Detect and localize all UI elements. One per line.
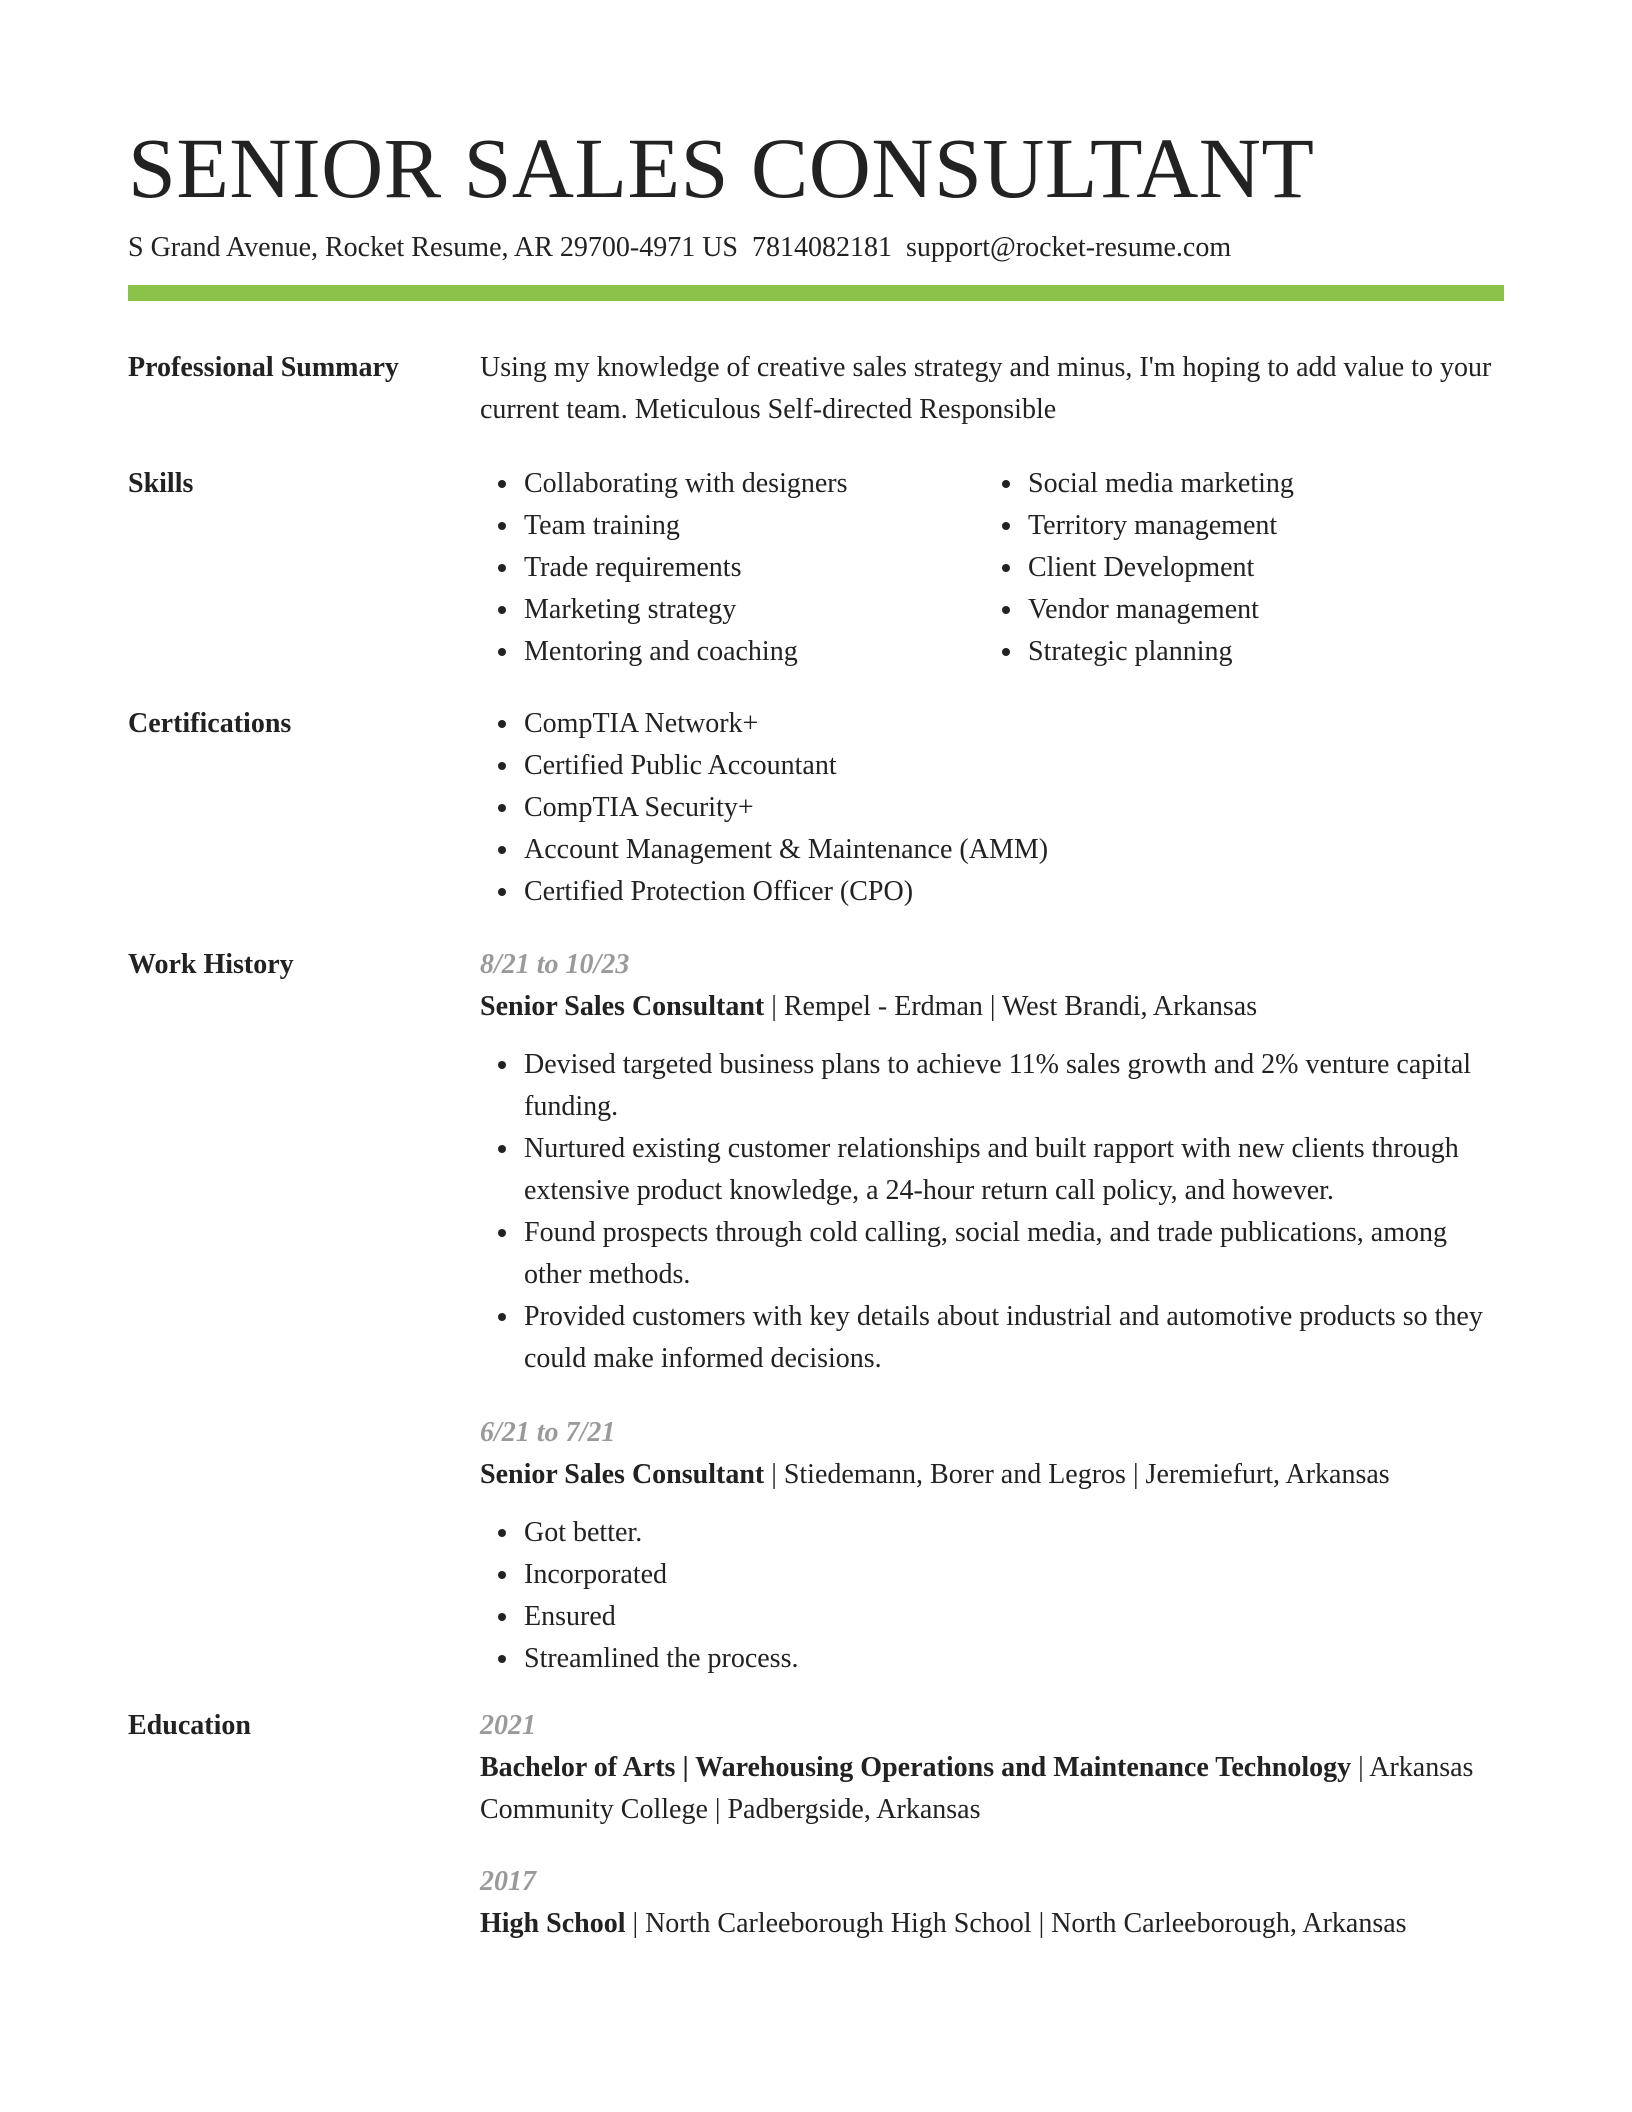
certifications-content [480, 703, 1504, 913]
skills-column-left [480, 463, 940, 673]
section-label-summary: Professional Summary [128, 352, 399, 383]
education-heading [480, 1903, 1504, 1945]
education-year: 2017 [480, 1866, 536, 1897]
section-label-certifications: Certifications [128, 708, 292, 739]
skills-columns [480, 463, 1504, 673]
certification-item: Account Management & Maintenance (AMM) [524, 829, 1504, 871]
contact-address: S Grand Avenue, Rocket Resume, AR 29700-4971 US [128, 232, 738, 263]
education-degree: Bachelor of Arts | Warehousing Operations and Maintenance Technology [480, 1752, 1352, 1783]
summary-text: Using my knowledge of creative sales strategy and minus, I'm hoping to add value to your current team. Meticulous Self-directed Responsible [480, 352, 1492, 425]
job-dates: 6/21 to 7/21 [480, 1417, 616, 1448]
work-history-content [480, 944, 1504, 1680]
skill-item: Strategic planning [1028, 631, 1484, 673]
job-dates: 8/21 to 10/23 [480, 949, 630, 980]
section-label-work-history: Work History [128, 949, 294, 980]
education-heading [480, 1747, 1504, 1831]
skill-item: Trade requirements [524, 547, 940, 589]
job-entry [480, 1412, 1504, 1680]
contact-email: support@rocket-resume.com [905, 232, 1232, 263]
skills-section [128, 463, 1504, 673]
skill-item: Collaborating with designers [524, 463, 940, 505]
certification-item: CompTIA Network+ [524, 703, 1504, 745]
certification-item: CompTIA Security+ [524, 787, 1504, 829]
skill-item: Social media marketing [1028, 463, 1484, 505]
section-label-education: Education [128, 1710, 251, 1741]
skills-column-right [984, 463, 1484, 673]
job-bullet: Devised targeted business plans to achieve 11% sales growth and 2% venture capital funding. [524, 1044, 1504, 1128]
education-degree: High School [480, 1908, 626, 1939]
skill-item: Client Development [1028, 547, 1484, 589]
section-label-skills: Skills [128, 468, 194, 499]
education-entry [480, 1705, 1504, 1831]
job-bullets [480, 1044, 1504, 1380]
job-details: | Rempel - Erdman | West Brandi, Arkansas [764, 991, 1258, 1022]
skill-item: Marketing strategy [524, 589, 940, 631]
job-bullet: Provided customers with key details about industrial and automotive products so they could make informed decisions. [524, 1296, 1504, 1380]
skills-list-right [984, 463, 1484, 673]
education-details: | Arkansas Community College | Padbergside, Arkansas [480, 1752, 1474, 1825]
job-bullet: Got better. [524, 1512, 1504, 1554]
job-entry [480, 944, 1504, 1380]
job-bullet: Streamlined the process. [524, 1638, 1504, 1680]
certification-item: Certified Protection Officer (CPO) [524, 871, 1504, 913]
education-details: | North Carleeborough High School | North Carleeborough, Arkansas [625, 1908, 1407, 1939]
job-bullet: Nurtured existing customer relationships and built rapport with new clients through extensive product knowledge, a 24-hour return call policy, and however. [524, 1128, 1504, 1212]
education-year: 2021 [480, 1710, 536, 1741]
job-heading [480, 1454, 1504, 1496]
certification-item: Certified Public Accountant [524, 745, 1504, 787]
certifications-list [480, 703, 1504, 913]
job-title: Senior Sales Consultant [480, 1459, 765, 1490]
contact-phone: 7814082181 [751, 232, 892, 263]
job-bullet: Incorporated [524, 1554, 1504, 1596]
header-divider [128, 285, 1504, 301]
education-entry [480, 1861, 1504, 1945]
skill-item: Vendor management [1028, 589, 1484, 631]
contact-line [128, 230, 1231, 266]
skill-item: Team training [524, 505, 940, 547]
skill-item: Territory management [1028, 505, 1484, 547]
education-content [480, 1705, 1504, 1945]
job-heading [480, 986, 1504, 1028]
job-bullet: Ensured [524, 1596, 1504, 1638]
job-title: Senior Sales Consultant [480, 991, 765, 1022]
skill-item: Mentoring and coaching [524, 631, 940, 673]
job-bullet: Found prospects through cold calling, social media, and trade publications, among other methods. [524, 1212, 1504, 1296]
resume-title: SENIOR SALES CONSULTANT [128, 120, 1315, 216]
job-details: | Stiedemann, Borer and Legros | Jeremiefurt, Arkansas [764, 1459, 1390, 1490]
skills-list-left [480, 463, 940, 673]
job-bullets [480, 1512, 1504, 1680]
